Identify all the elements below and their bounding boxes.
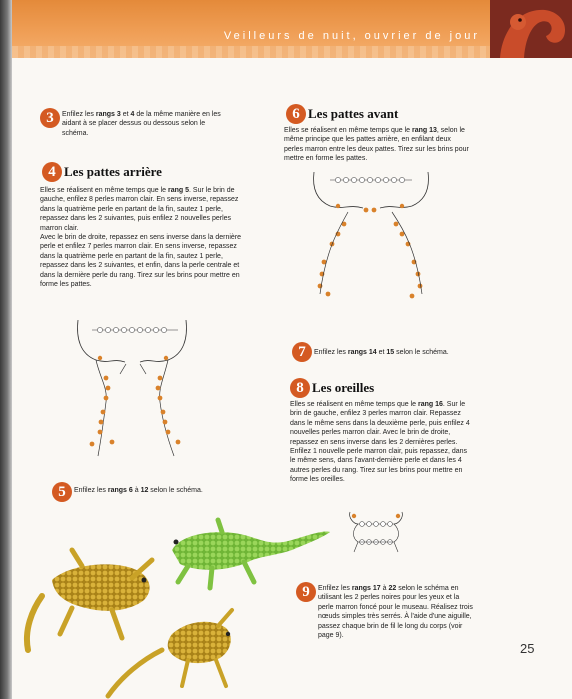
green-lizard [172, 520, 330, 588]
yellow-lizard-large [27, 550, 152, 650]
chapter-title: Veilleurs de nuit, ouvrier de jour [223, 30, 480, 42]
step-4-text: Elles se réalisent en même temps que le rang 5. Sur le brin de gauche, enfilez 8 perles marron clair. En sens inverse, repassez dans la quatrième perle en partant de la fin, sautez 1 perle, repassez dans les 2 suivantes, puis enfilez 2 nouvelles perles marron clair. Avec le brin de droite, repassez en sens inverse dans la dernière perle et enfilez 7 perles marron clair. En sens inverse, repassez dans la quatrième perle en partant de la fin, sautez 1 perle, repassez dans les 2 suivantes, et enfin, dans la perle centrale et dans la dernière perle du rang. Tirez sur les brins pour mettre en forme les pattes. [40, 187, 242, 289]
squirrel-motif-icon [490, 0, 572, 58]
step-8-number: 8 [290, 378, 310, 398]
step-5-number: 5 [52, 482, 72, 502]
step-9-number: 9 [296, 582, 316, 602]
step-7-number: 7 [292, 342, 312, 362]
step-3-text: Enfilez les rangs 3 et 4 de la même manière en les aidant à se placer dessus ou dessous selon le schéma. [62, 111, 221, 137]
header-pattern-strip [12, 46, 572, 58]
step-5-text: Enfilez les rangs 6 à 12 selon le schéma. [74, 487, 203, 494]
book-binding-shadow [0, 0, 12, 699]
step-6-number: 6 [286, 104, 306, 124]
page-number: 25 [520, 641, 535, 656]
beaded-lizards-photo [12, 510, 342, 699]
step-8-text: Elles se réalisent en même temps que le rang 16. Sur le brin de gauche, enfilez 3 perles marron clair. Repassez dans le même sens dans la deuxième perle, puis enfilez 4 nouvelles perles marron clair. Avec le brin de droite, repassez en sens inverse dans les 2 dernières perles. Enfilez 1 nouvelle perle marron clair, puis repassez, dans le même sens, dans l'avant-dernière perle et dans les 4 autres perles du rang. Tirez sur les brins pour mettre en forme les oreilles. [290, 401, 470, 484]
step-3-number: 3 [40, 108, 60, 128]
step-9-text: Enfilez les rangs 17 à 22 selon le schéma en utilisant les 2 perles noires pour les yeux et la perle marron foncé pour le museau. Réalisez trois nœuds simples très serrés. À l'aide d'une aiguille, passez chaque brin de fil le long du corps (voir page 9). [318, 585, 473, 640]
step-7-text: Enfilez les rangs 14 et 15 selon le schéma. [314, 349, 449, 356]
step-4-title: Les pattes arrière [64, 164, 162, 179]
front-legs-diagram [308, 170, 434, 310]
step-8-title: Les oreilles [312, 380, 375, 395]
hind-legs-diagram [70, 318, 200, 468]
step-4-number: 4 [42, 162, 62, 182]
ears-diagram [344, 508, 408, 556]
step-6-title: Les pattes avant [308, 106, 399, 121]
step-6-text: Elles se réalisent en même temps que le rang 13, selon le même principe que les pattes arrière, en enfilant deux perles marron entre les deux pattes. Tirez sur les brins pour mettre en forme les pattes. [284, 127, 469, 163]
yellow-lizard-small [108, 610, 232, 696]
